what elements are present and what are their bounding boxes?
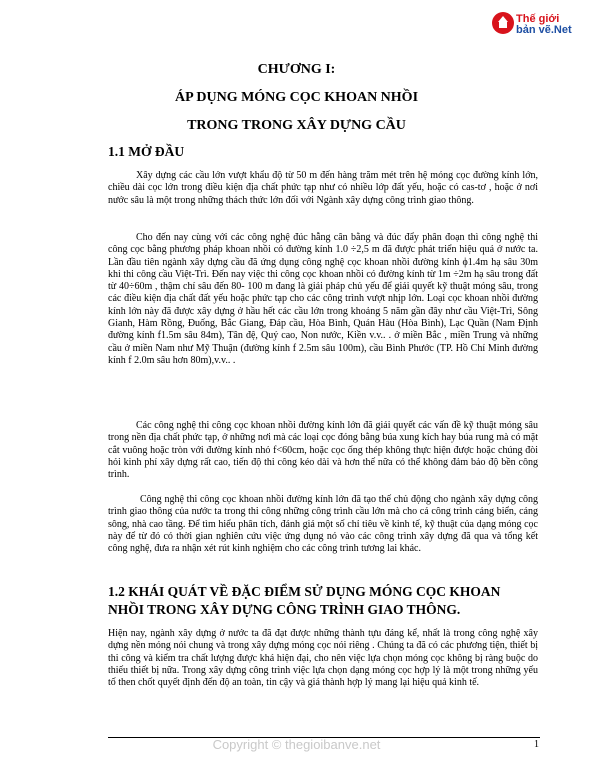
paragraph-1: Xây dựng các cầu lớn vượt khẩu độ từ 50 m đến hàng trăm mét trên hệ móng cọc đường kính lớn, chiều dài cọc lớn trong điều kiện địa chất phức tạp như có nhiều lớp đất yếu, hoặc có cas-tơ , hoặc ở nơi nước sâu là một trong những thách thức lớn đối với Ngành xây dựng công trình giao thông. xyxy=(108,170,538,206)
paragraph-3: Các công nghệ thi công cọc khoan nhồi đường kính lớn đã giải quyết các vấn đề kỹ thuật móng sâu trong nền địa chất phức tạp, ở những nơi mà các loại cọc đóng bằng búa xung kích hay búa rung mà có mặt cắt vuông hoặc tròn với đường kính nhỏ f<60cm, hoặc cọc ống thép không thực hiện được hoặc chúng đòi hỏi kinh phí xây dựng rất cao, tiến độ thi công kéo dài và hơn thế nữa có thể không đảm bảo độ bền công trình. xyxy=(108,420,538,481)
chapter-title-line2: TRONG TRONG XÂY DỰNG CẦU xyxy=(187,118,406,133)
footer-copyright: Copyright © thegioibanve.net xyxy=(212,737,381,752)
chapter-title-line1: ÁP DỤNG MÓNG CỌC KHOAN NHỒI xyxy=(174,90,419,105)
house-logo-icon xyxy=(492,12,514,34)
paragraph-5: Hiện nay, ngành xây dựng ở nước ta đã đạt được những thành tựu đáng kể, nhất là trong công nghệ xây dựng nền móng nói chung và trong xây dựng móng cọc nói riêng . Chúng ta đã có các phương tiện, thiết bị thi công và kiểm tra chất lượng được khá hiện đại, cho nên việc lựa chọn móng cọc không bị ràng buộc do thiếu thiết bị nữa. Trong xây dựng công trình việc lựa chọn dạng móng cọc hợp lý là một trong những yếu tố then chốt quyết định đến độ an toàn, tin cậy và giá thành hợp lý mang lại hiệu quả kinh tế. xyxy=(108,628,538,689)
logo-text-line2: bản vẽ.Net xyxy=(516,24,572,36)
section-2-heading-line2: NHỒI TRONG XÂY DỰNG CÔNG TRÌNH GIAO THÔNG. xyxy=(108,602,461,617)
section-2-heading-line1: 1.2 KHÁI QUÁT VỀ ĐẶC ĐIỂM SỬ DỤNG MÓNG CỌC KHOAN xyxy=(108,584,501,599)
chapter-number: CHƯƠNG I: xyxy=(257,62,336,77)
site-logo xyxy=(492,10,592,40)
section-1-heading: 1.1 MỞ ĐẦU xyxy=(108,144,185,159)
page-number: 1 xyxy=(534,739,539,750)
paragraph-4: Công nghệ thi công cọc khoan nhồi đường kính lớn đã tạo thế chủ động cho ngành xây dựng công trình giao thông của nước ta trong thi công những công trình cầu lớn mà cho cả công trình cảng biển, cảng sông, nhà cao tầng. Để tìm hiểu phân tích, đánh giá một số chỉ tiêu về kinh tế, kỹ thuật của dạng móng cọc này để từ đó có thời gian nghiên cứu việc ứng dụng nó vào các công trình xây dựng đã qua và tổng kết công nghệ, đưa ra nhận xét rút kinh nghiệm cho các công trình tương lai khác. xyxy=(108,494,538,555)
logo-text-line1: Thế giới xyxy=(516,13,560,25)
paragraph-2: Cho đến nay cùng với các công nghệ đúc hẫng cân bằng và đúc đẩy phân đoạn thì công nghệ thi công cọc bằng phương pháp khoan nhồi có đường kính 1.0 ÷2,5 m đã được phát triển hiệu quả ở nước ta. Lần đầu tiên ngành xây dựng cầu đã ứng dụng công nghệ cọc khoan nhồi đường kính ϕ1.4m hạ sâu 30m khi thi công cầu Việt-Trì. Đến nay việc thi công cọc khoan nhồi có đường kính từ 1m ÷2m hạ sâu trong đất từ 40÷60m , thậm chí sâu đến 80- 100 m đang là giải pháp chủ yếu để giải quyết kỹ thuật móng sâu, trong các điều kiện địa chất đất yếu hoặc phức tạp cho các công trình vượt nhịp lớn. Loại cọc khoan nhồi đường kính lớn này đã được xây dựng ở hầu hết các cầu lớn trong khoảng 5 năm gần đây như cầu Việt-Trì, Sông Gianh, Hàm Rồng, Đuống, Bắc Giang, Đáp cầu, Hòa Bình, Quán Hàu (Hòa Bình), Lạc Quần (Nam Định đường kính f1.5m sâu 84m), Tân đệ, Quý cao, Non nước, Kiền v.v.. . ở miền Bắc , miền Trung và những cầu ở miền Nam như Mỹ Thuận (đường kính f 2.5m sâu 100m), cầu Bình Phước (TP. Hồ Chí Minh đường kính f 2.0m sâu hơn 80m),v.v.. . xyxy=(108,232,538,366)
